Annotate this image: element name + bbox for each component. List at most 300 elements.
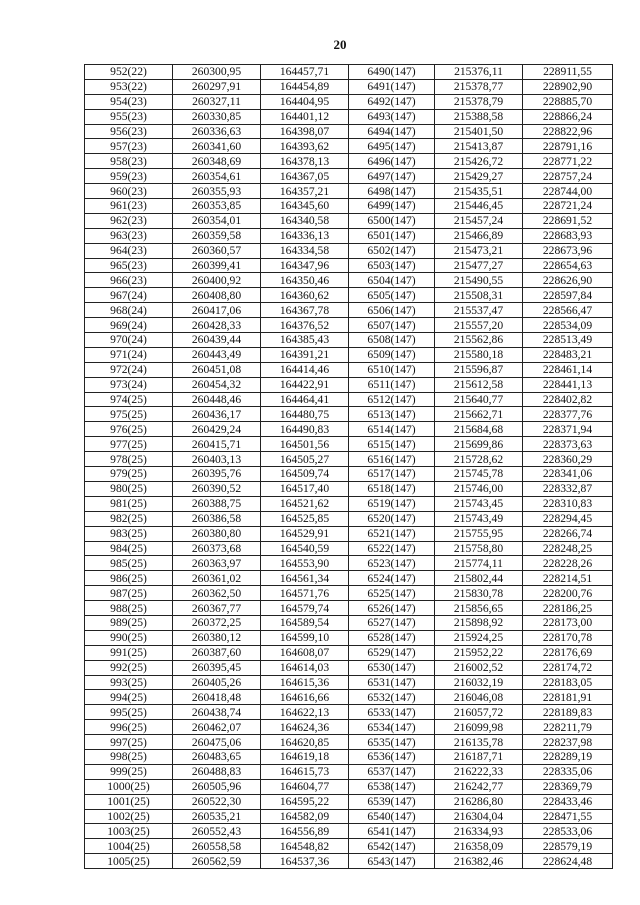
cell-y-coord-a: 164490,83 (261, 422, 349, 437)
cell-point-id-a: 974(25) (85, 392, 173, 407)
cell-x-coord-a: 260400,92 (173, 273, 261, 288)
cell-y-coord-a: 164509,74 (261, 467, 349, 482)
cell-x-coord-a: 260415,71 (173, 437, 261, 452)
cell-point-id-b: 6515(147) (349, 437, 435, 452)
cell-x-coord-a: 260387,60 (173, 645, 261, 660)
cell-x-coord-a: 260386,58 (173, 511, 261, 526)
cell-y-coord-a: 164595,22 (261, 794, 349, 809)
cell-point-id-b: 6517(147) (349, 467, 435, 482)
cell-point-id-a: 958(23) (85, 154, 173, 169)
table-row (85, 243, 613, 258)
cell-point-id-a: 968(24) (85, 303, 173, 318)
cell-y-coord-a: 164398,07 (261, 124, 349, 139)
table-row (85, 124, 613, 139)
cell-x-coord-b: 215856,65 (435, 601, 523, 616)
cell-x-coord-a: 260380,80 (173, 526, 261, 541)
cell-x-coord-a: 260448,46 (173, 392, 261, 407)
table-row (85, 615, 613, 630)
table-row (85, 854, 613, 869)
table-row (85, 526, 613, 541)
cell-point-id-b: 6536(147) (349, 749, 435, 764)
cell-point-id-b: 6526(147) (349, 601, 435, 616)
table-row (85, 65, 613, 80)
cell-point-id-a: 954(23) (85, 94, 173, 109)
cell-point-id-b: 6522(147) (349, 541, 435, 556)
cell-point-id-b: 6534(147) (349, 720, 435, 735)
cell-x-coord-a: 260363,97 (173, 556, 261, 571)
cell-x-coord-b: 215898,92 (435, 615, 523, 630)
table-row (85, 333, 613, 348)
cell-y-coord-b: 228211,79 (523, 720, 613, 735)
cell-y-coord-b: 228624,48 (523, 854, 613, 869)
cell-y-coord-a: 164350,46 (261, 273, 349, 288)
cell-point-id-a: 978(25) (85, 452, 173, 467)
cell-y-coord-a: 164622,13 (261, 705, 349, 720)
cell-y-coord-b: 228791,16 (523, 139, 613, 154)
cell-point-id-a: 976(25) (85, 422, 173, 437)
table-row (85, 452, 613, 467)
table-row (85, 318, 613, 333)
cell-point-id-a: 979(25) (85, 467, 173, 482)
cell-x-coord-b: 215401,50 (435, 124, 523, 139)
table-row (85, 94, 613, 109)
cell-x-coord-a: 260417,06 (173, 303, 261, 318)
table-row (85, 586, 613, 601)
cell-point-id-a: 973(24) (85, 377, 173, 392)
cell-y-coord-b: 228237,98 (523, 735, 613, 750)
cell-point-id-b: 6533(147) (349, 705, 435, 720)
cell-point-id-a: 990(25) (85, 630, 173, 645)
cell-y-coord-b: 228822,96 (523, 124, 613, 139)
cell-y-coord-a: 164378,13 (261, 154, 349, 169)
cell-x-coord-b: 215755,95 (435, 526, 523, 541)
cell-y-coord-b: 228266,74 (523, 526, 613, 541)
cell-y-coord-b: 228294,45 (523, 511, 613, 526)
cell-point-id-a: 992(25) (85, 660, 173, 675)
cell-y-coord-a: 164619,18 (261, 749, 349, 764)
cell-point-id-a: 964(23) (85, 243, 173, 258)
cell-y-coord-a: 164464,41 (261, 392, 349, 407)
cell-point-id-b: 6530(147) (349, 660, 435, 675)
cell-point-id-a: 955(23) (85, 109, 173, 124)
table-row (85, 601, 613, 616)
cell-y-coord-a: 164340,58 (261, 213, 349, 228)
cell-y-coord-b: 228902,90 (523, 79, 613, 94)
cell-y-coord-a: 164582,09 (261, 809, 349, 824)
cell-y-coord-b: 228534,09 (523, 318, 613, 333)
table-row (85, 184, 613, 199)
cell-y-coord-b: 228683,93 (523, 228, 613, 243)
cell-x-coord-a: 260405,26 (173, 675, 261, 690)
cell-x-coord-a: 260552,43 (173, 824, 261, 839)
cell-point-id-a: 980(25) (85, 481, 173, 496)
cell-x-coord-b: 215743,49 (435, 511, 523, 526)
cell-x-coord-a: 260429,24 (173, 422, 261, 437)
cell-x-coord-a: 260362,50 (173, 586, 261, 601)
cell-y-coord-a: 164422,91 (261, 377, 349, 392)
cell-x-coord-b: 215924,25 (435, 630, 523, 645)
cell-x-coord-a: 260418,48 (173, 690, 261, 705)
cell-point-id-a: 953(22) (85, 79, 173, 94)
cell-point-id-a: 997(25) (85, 735, 173, 750)
cell-x-coord-a: 260348,69 (173, 154, 261, 169)
cell-x-coord-b: 215429,27 (435, 169, 523, 184)
cell-point-id-b: 6513(147) (349, 407, 435, 422)
cell-point-id-b: 6497(147) (349, 169, 435, 184)
cell-x-coord-b: 215596,87 (435, 362, 523, 377)
cell-y-coord-b: 228373,63 (523, 437, 613, 452)
cell-y-coord-b: 228341,06 (523, 467, 613, 482)
cell-y-coord-b: 228289,19 (523, 749, 613, 764)
cell-y-coord-a: 164616,66 (261, 690, 349, 705)
cell-x-coord-b: 215746,00 (435, 481, 523, 496)
cell-x-coord-a: 260336,63 (173, 124, 261, 139)
cell-point-id-b: 6504(147) (349, 273, 435, 288)
table-row (85, 824, 613, 839)
cell-y-coord-b: 228626,90 (523, 273, 613, 288)
table-row (85, 407, 613, 422)
cell-y-coord-a: 164553,90 (261, 556, 349, 571)
cell-point-id-a: 977(25) (85, 437, 173, 452)
cell-point-id-b: 6531(147) (349, 675, 435, 690)
cell-point-id-b: 6507(147) (349, 318, 435, 333)
cell-point-id-b: 6542(147) (349, 839, 435, 854)
cell-x-coord-b: 216358,09 (435, 839, 523, 854)
cell-x-coord-a: 260380,12 (173, 630, 261, 645)
cell-point-id-b: 6492(147) (349, 94, 435, 109)
cell-y-coord-a: 164521,62 (261, 496, 349, 511)
cell-point-id-b: 6500(147) (349, 213, 435, 228)
cell-point-id-a: 966(23) (85, 273, 173, 288)
table-row (85, 571, 613, 586)
cell-point-id-b: 6496(147) (349, 154, 435, 169)
cell-point-id-a: 957(23) (85, 139, 173, 154)
table-row (85, 79, 613, 94)
cell-x-coord-b: 215477,27 (435, 258, 523, 273)
cell-x-coord-b: 215376,11 (435, 65, 523, 80)
cell-point-id-a: 969(24) (85, 318, 173, 333)
cell-x-coord-a: 260535,21 (173, 809, 261, 824)
cell-y-coord-b: 228402,82 (523, 392, 613, 407)
cell-x-coord-b: 215388,58 (435, 109, 523, 124)
cell-x-coord-b: 215378,77 (435, 79, 523, 94)
cell-x-coord-b: 215612,58 (435, 377, 523, 392)
table-row (85, 660, 613, 675)
cell-point-id-b: 6490(147) (349, 65, 435, 80)
cell-y-coord-b: 228441,13 (523, 377, 613, 392)
cell-x-coord-b: 215728,62 (435, 452, 523, 467)
cell-x-coord-b: 215435,51 (435, 184, 523, 199)
table-row (85, 556, 613, 571)
cell-y-coord-b: 228744,00 (523, 184, 613, 199)
table-row (85, 273, 613, 288)
table-row (85, 809, 613, 824)
cell-x-coord-a: 260399,41 (173, 258, 261, 273)
cell-y-coord-b: 228533,06 (523, 824, 613, 839)
table-row (85, 154, 613, 169)
cell-y-coord-a: 164501,56 (261, 437, 349, 452)
cell-point-id-a: 986(25) (85, 571, 173, 586)
cell-point-id-a: 960(23) (85, 184, 173, 199)
cell-x-coord-b: 215473,21 (435, 243, 523, 258)
cell-point-id-a: 963(23) (85, 228, 173, 243)
table-row (85, 392, 613, 407)
cell-y-coord-b: 228461,14 (523, 362, 613, 377)
cell-point-id-a: 971(24) (85, 347, 173, 362)
cell-y-coord-a: 164401,12 (261, 109, 349, 124)
cell-point-id-a: 994(25) (85, 690, 173, 705)
cell-x-coord-a: 260451,08 (173, 362, 261, 377)
cell-y-coord-b: 228200,76 (523, 586, 613, 601)
cell-x-coord-a: 260428,33 (173, 318, 261, 333)
cell-y-coord-b: 228654,63 (523, 258, 613, 273)
cell-point-id-b: 6538(147) (349, 779, 435, 794)
cell-point-id-b: 6524(147) (349, 571, 435, 586)
cell-x-coord-a: 260488,83 (173, 764, 261, 779)
cell-y-coord-a: 164525,85 (261, 511, 349, 526)
cell-y-coord-a: 164345,60 (261, 199, 349, 214)
cell-y-coord-a: 164376,52 (261, 318, 349, 333)
cell-x-coord-b: 215699,86 (435, 437, 523, 452)
cell-x-coord-b: 215490,55 (435, 273, 523, 288)
cell-point-id-a: 972(24) (85, 362, 173, 377)
cell-x-coord-a: 260327,11 (173, 94, 261, 109)
cell-y-coord-a: 164537,36 (261, 854, 349, 869)
cell-y-coord-a: 164620,85 (261, 735, 349, 750)
cell-y-coord-b: 228691,52 (523, 213, 613, 228)
cell-y-coord-a: 164454,89 (261, 79, 349, 94)
table-row (85, 213, 613, 228)
cell-y-coord-a: 164579,74 (261, 601, 349, 616)
cell-x-coord-b: 215426,72 (435, 154, 523, 169)
cell-x-coord-a: 260475,06 (173, 735, 261, 750)
table-row (85, 764, 613, 779)
cell-point-id-b: 6539(147) (349, 794, 435, 809)
cell-x-coord-a: 260408,80 (173, 288, 261, 303)
cell-point-id-b: 6528(147) (349, 630, 435, 645)
cell-point-id-a: 1004(25) (85, 839, 173, 854)
cell-y-coord-a: 164360,62 (261, 288, 349, 303)
table-row (85, 675, 613, 690)
cell-x-coord-b: 215413,87 (435, 139, 523, 154)
cell-x-coord-a: 260353,85 (173, 199, 261, 214)
cell-y-coord-b: 228483,21 (523, 347, 613, 362)
table-row (85, 541, 613, 556)
cell-y-coord-b: 228757,24 (523, 169, 613, 184)
cell-y-coord-b: 228186,25 (523, 601, 613, 616)
table-row (85, 720, 613, 735)
cell-point-id-b: 6508(147) (349, 333, 435, 348)
cell-point-id-b: 6505(147) (349, 288, 435, 303)
cell-x-coord-a: 260558,58 (173, 839, 261, 854)
cell-y-coord-b: 228673,96 (523, 243, 613, 258)
cell-x-coord-b: 216135,78 (435, 735, 523, 750)
table-row (85, 690, 613, 705)
cell-point-id-b: 6532(147) (349, 690, 435, 705)
cell-x-coord-a: 260562,59 (173, 854, 261, 869)
cell-x-coord-b: 215758,80 (435, 541, 523, 556)
cell-x-coord-a: 260483,65 (173, 749, 261, 764)
cell-point-id-b: 6491(147) (349, 79, 435, 94)
table-row (85, 467, 613, 482)
cell-x-coord-a: 260354,61 (173, 169, 261, 184)
cell-x-coord-b: 215662,71 (435, 407, 523, 422)
cell-point-id-b: 6540(147) (349, 809, 435, 824)
cell-x-coord-a: 260359,58 (173, 228, 261, 243)
table-row (85, 839, 613, 854)
cell-point-id-b: 6529(147) (349, 645, 435, 660)
cell-x-coord-a: 260454,32 (173, 377, 261, 392)
cell-point-id-b: 6537(147) (349, 764, 435, 779)
cell-x-coord-b: 216057,72 (435, 705, 523, 720)
cell-x-coord-b: 215562,86 (435, 333, 523, 348)
cell-y-coord-b: 228335,06 (523, 764, 613, 779)
cell-x-coord-b: 216099,98 (435, 720, 523, 735)
cell-x-coord-b: 216286,80 (435, 794, 523, 809)
cell-point-id-a: 967(24) (85, 288, 173, 303)
cell-y-coord-a: 164615,36 (261, 675, 349, 690)
cell-point-id-a: 1005(25) (85, 854, 173, 869)
cell-y-coord-a: 164517,40 (261, 481, 349, 496)
cell-x-coord-b: 215774,11 (435, 556, 523, 571)
cell-point-id-a: 962(23) (85, 213, 173, 228)
cell-point-id-a: 996(25) (85, 720, 173, 735)
table-row (85, 347, 613, 362)
cell-x-coord-b: 215745,78 (435, 467, 523, 482)
cell-point-id-a: 952(22) (85, 65, 173, 80)
cell-x-coord-b: 215830,78 (435, 586, 523, 601)
cell-x-coord-b: 215952,22 (435, 645, 523, 660)
cell-y-coord-a: 164529,91 (261, 526, 349, 541)
cell-y-coord-a: 164414,46 (261, 362, 349, 377)
cell-x-coord-b: 215466,89 (435, 228, 523, 243)
cell-y-coord-a: 164608,07 (261, 645, 349, 660)
cell-x-coord-a: 260355,93 (173, 184, 261, 199)
cell-y-coord-a: 164540,59 (261, 541, 349, 556)
table-row (85, 288, 613, 303)
cell-y-coord-a: 164336,13 (261, 228, 349, 243)
cell-point-id-b: 6514(147) (349, 422, 435, 437)
table-row (85, 228, 613, 243)
cell-y-coord-b: 228885,70 (523, 94, 613, 109)
cell-x-coord-b: 216187,71 (435, 749, 523, 764)
cell-y-coord-b: 228228,26 (523, 556, 613, 571)
table-row (85, 199, 613, 214)
cell-point-id-a: 999(25) (85, 764, 173, 779)
table-row (85, 735, 613, 750)
cell-point-id-a: 991(25) (85, 645, 173, 660)
cell-point-id-a: 993(25) (85, 675, 173, 690)
cell-point-id-b: 6516(147) (349, 452, 435, 467)
table-row (85, 437, 613, 452)
cell-y-coord-b: 228183,05 (523, 675, 613, 690)
cell-y-coord-b: 228176,69 (523, 645, 613, 660)
cell-y-coord-a: 164391,21 (261, 347, 349, 362)
cell-x-coord-a: 260297,91 (173, 79, 261, 94)
cell-point-id-b: 6520(147) (349, 511, 435, 526)
cell-x-coord-b: 215508,31 (435, 288, 523, 303)
table-row (85, 362, 613, 377)
table-row (85, 496, 613, 511)
cell-point-id-b: 6506(147) (349, 303, 435, 318)
cell-y-coord-b: 228173,00 (523, 615, 613, 630)
cell-x-coord-b: 215743,45 (435, 496, 523, 511)
cell-y-coord-a: 164571,76 (261, 586, 349, 601)
cell-y-coord-a: 164614,03 (261, 660, 349, 675)
cell-y-coord-a: 164347,96 (261, 258, 349, 273)
cell-y-coord-a: 164334,58 (261, 243, 349, 258)
table-row (85, 779, 613, 794)
cell-y-coord-a: 164615,73 (261, 764, 349, 779)
cell-x-coord-b: 215378,79 (435, 94, 523, 109)
cell-point-id-b: 6494(147) (349, 124, 435, 139)
cell-point-id-a: 959(23) (85, 169, 173, 184)
cell-y-coord-a: 164624,36 (261, 720, 349, 735)
table-row (85, 511, 613, 526)
table-row (85, 303, 613, 318)
cell-point-id-b: 6509(147) (349, 347, 435, 362)
cell-point-id-b: 6521(147) (349, 526, 435, 541)
cell-point-id-a: 989(25) (85, 615, 173, 630)
cell-y-coord-b: 228310,83 (523, 496, 613, 511)
cell-point-id-a: 1001(25) (85, 794, 173, 809)
cell-y-coord-b: 228597,84 (523, 288, 613, 303)
cell-x-coord-a: 260443,49 (173, 347, 261, 362)
cell-point-id-b: 6543(147) (349, 854, 435, 869)
cell-y-coord-a: 164599,10 (261, 630, 349, 645)
table-row (85, 377, 613, 392)
cell-point-id-a: 1003(25) (85, 824, 173, 839)
cell-x-coord-b: 215684,68 (435, 422, 523, 437)
cell-point-id-b: 6511(147) (349, 377, 435, 392)
cell-x-coord-b: 215802,44 (435, 571, 523, 586)
cell-x-coord-a: 260388,75 (173, 496, 261, 511)
cell-y-coord-a: 164457,71 (261, 65, 349, 80)
cell-x-coord-a: 260462,07 (173, 720, 261, 735)
cell-y-coord-a: 164367,78 (261, 303, 349, 318)
cell-y-coord-b: 228471,55 (523, 809, 613, 824)
cell-x-coord-a: 260361,02 (173, 571, 261, 586)
cell-y-coord-a: 164548,82 (261, 839, 349, 854)
cell-y-coord-a: 164480,75 (261, 407, 349, 422)
cell-y-coord-b: 228189,83 (523, 705, 613, 720)
cell-point-id-b: 6493(147) (349, 109, 435, 124)
cell-point-id-b: 6495(147) (349, 139, 435, 154)
cell-y-coord-a: 164589,54 (261, 615, 349, 630)
cell-point-id-a: 988(25) (85, 601, 173, 616)
cell-point-id-a: 998(25) (85, 749, 173, 764)
cell-x-coord-a: 260341,60 (173, 139, 261, 154)
table-row (85, 169, 613, 184)
table-row (85, 749, 613, 764)
cell-x-coord-a: 260390,52 (173, 481, 261, 496)
cell-x-coord-a: 260372,25 (173, 615, 261, 630)
cell-x-coord-a: 260300,95 (173, 65, 261, 80)
cell-y-coord-a: 164357,21 (261, 184, 349, 199)
cell-point-id-a: 1000(25) (85, 779, 173, 794)
cell-x-coord-b: 215537,47 (435, 303, 523, 318)
table-row (85, 794, 613, 809)
cell-x-coord-a: 260330,85 (173, 109, 261, 124)
cell-point-id-a: 956(23) (85, 124, 173, 139)
cell-x-coord-b: 216046,08 (435, 690, 523, 705)
cell-x-coord-a: 260403,13 (173, 452, 261, 467)
cell-x-coord-b: 216002,52 (435, 660, 523, 675)
cell-point-id-a: 981(25) (85, 496, 173, 511)
cell-y-coord-b: 228360,29 (523, 452, 613, 467)
cell-y-coord-b: 228911,55 (523, 65, 613, 80)
cell-point-id-a: 1002(25) (85, 809, 173, 824)
